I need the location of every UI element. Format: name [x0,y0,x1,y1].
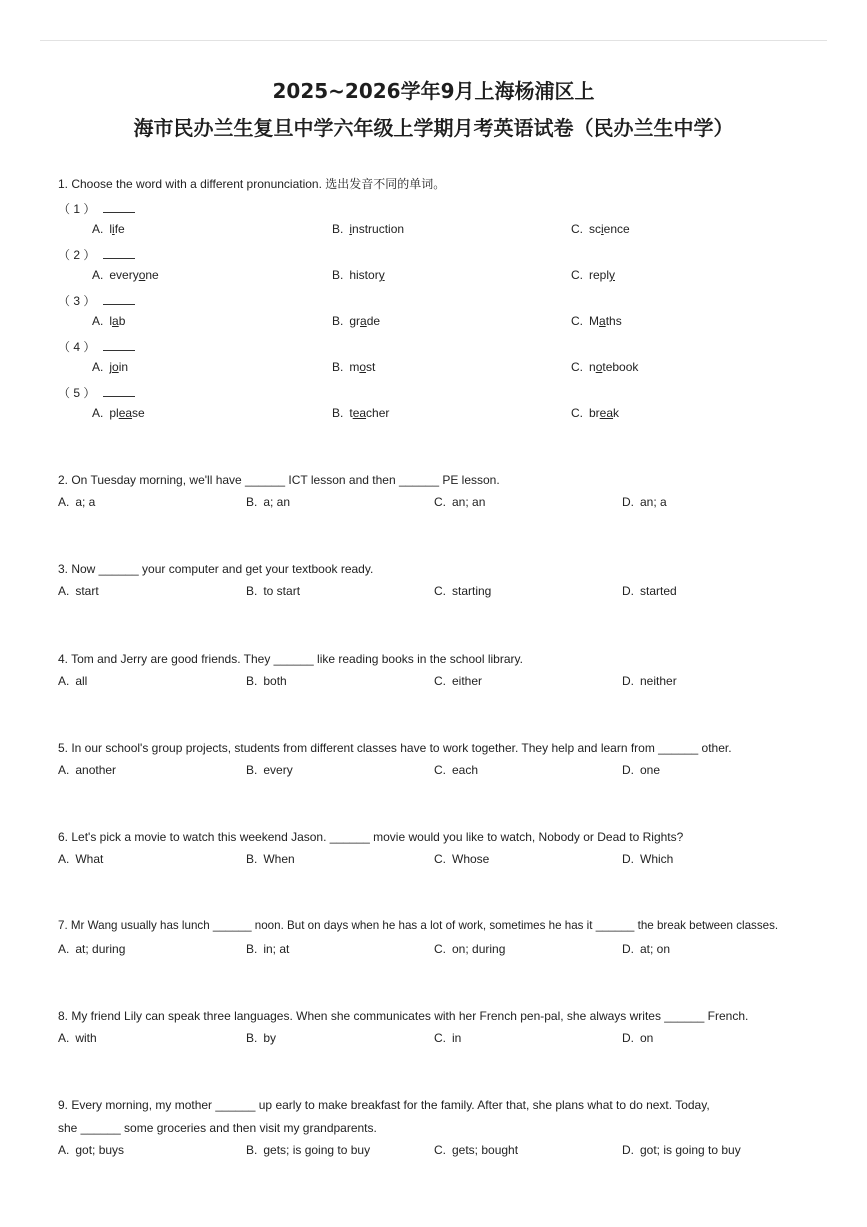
q1-item-1-number [58,200,135,217]
question-8-prompt: 8. My friend Lily can speak three languages. When she communicates with her French pen-pal, she always writes ______ French. [58,1009,749,1023]
page-title-line-1: 2025~2026学年9月上海杨浦区上 [272,79,595,103]
q2-option-c[interactable]: C. an; an [434,495,486,509]
page-top-rule [40,40,827,41]
q1-item-5-number [58,384,135,401]
q5-option-d[interactable]: D. one [622,763,661,777]
q2-option-b[interactable]: B. a; an [246,495,291,509]
question-4-prompt: 4. Tom and Jerry are good friends. They ______ like reading books in the school library. [58,652,523,666]
q8-option-b[interactable]: B. by [246,1031,277,1045]
q1-item-2-option-b[interactable]: B. history [332,268,385,282]
q3-option-c[interactable]: C. starting [434,584,492,598]
q2-option-d[interactable]: D. an; a [622,495,667,509]
q8-option-a[interactable]: A. with [58,1031,97,1045]
q6-option-d[interactable]: D. Which [622,852,674,866]
q1-item-1-option-a[interactable]: A. life [92,222,125,236]
question-9-prompt-line-2: she ______ some groceries and then visit my grandparents. [58,1121,377,1135]
item-number: （ 4 ） [58,340,96,354]
q4-option-b[interactable]: B. both [246,674,287,688]
q9-option-d[interactable]: D. got; is going to buy [622,1143,741,1157]
answer-blank[interactable] [103,340,135,351]
q1-item-3-option-a[interactable]: A. lab [92,314,126,328]
q2-option-a[interactable]: A. a; a [58,495,96,509]
q6-option-c[interactable]: C. Whose [434,852,490,866]
q3-option-b[interactable]: B. to start [246,584,301,598]
q7-option-a[interactable]: A. at; during [58,942,126,956]
q1-item-2-number [58,246,135,263]
question-1-prompt: 1. Choose the word with a different pronunciation. 选出发音不同的单词。 [58,177,446,191]
q7-option-b[interactable]: B. in; at [246,942,290,956]
q1-item-3-option-c[interactable]: C. Maths [571,314,622,328]
question-9-prompt-line-1: 9. Every morning, my mother ______ up early to make breakfast for the family. After that, she plans what to do next. Today, [58,1098,710,1112]
q8-option-d[interactable]: D. on [622,1031,654,1045]
q1-item-3-option-b[interactable]: B. grade [332,314,381,328]
q9-option-b[interactable]: B. gets; is going to buy [246,1143,371,1157]
page-title-line-2: 海市民办兰生复旦中学六年级上学期月考英语试卷（民办兰生中学） [133,116,734,140]
item-number: （ 2 ） [58,248,96,262]
q5-option-c[interactable]: C. each [434,763,479,777]
q1-item-4-option-b[interactable]: B. most [332,360,376,374]
question-7-prompt: 7. Mr Wang usually has lunch ______ noon. But on days when he has a lot of work, sometimes he has it ______ the break between classes. [58,919,779,932]
q1-item-2-option-a[interactable]: A. everyone [92,268,159,282]
q1-item-5-option-b[interactable]: B. teacher [332,406,390,420]
q5-option-b[interactable]: B. every [246,763,293,777]
item-number: （ 5 ） [58,386,96,400]
answer-blank[interactable] [103,294,135,305]
q4-option-a[interactable]: A. all [58,674,88,688]
q6-option-b[interactable]: B. When [246,852,295,866]
q1-item-4-number [58,338,135,355]
q1-item-4-option-c[interactable]: C. notebook [571,360,639,374]
question-3-prompt: 3. Now ______ your computer and get your textbook ready. [58,562,374,576]
item-number: （ 1 ） [58,202,96,216]
q8-option-c[interactable]: C. in [434,1031,462,1045]
q1-item-5-option-a[interactable]: A. please [92,406,145,420]
q3-option-a[interactable]: A. start [58,584,99,598]
answer-blank[interactable] [103,202,135,213]
q4-option-c[interactable]: C. either [434,674,483,688]
item-number: （ 3 ） [58,294,96,308]
q7-option-c[interactable]: C. on; during [434,942,506,956]
q7-option-d[interactable]: D. at; on [622,942,671,956]
question-5-prompt: 5. In our school's group projects, students from different classes have to work together. They help and learn from ______ other. [58,741,732,755]
question-2-prompt: 2. On Tuesday morning, we'll have ______ ICT lesson and then ______ PE lesson. [58,473,500,487]
q9-option-a[interactable]: A. got; buys [58,1143,125,1157]
answer-blank[interactable] [103,386,135,397]
q4-option-d[interactable]: D. neither [622,674,677,688]
answer-blank[interactable] [103,248,135,259]
q5-option-a[interactable]: A. another [58,763,117,777]
q3-option-d[interactable]: D. started [622,584,677,598]
q1-item-1-option-b[interactable]: B. instruction [332,222,405,236]
q9-option-c[interactable]: C. gets; bought [434,1143,519,1157]
q1-item-5-option-c[interactable]: C. break [571,406,620,420]
q1-item-4-option-a[interactable]: A. join [92,360,129,374]
question-6-prompt: 6. Let's pick a movie to watch this weekend Jason. ______ movie would you like to watch, Nobody or Dead to Rights? [58,830,684,844]
q1-item-1-option-c[interactable]: C. science [571,222,630,236]
q1-item-2-option-c[interactable]: C. reply [571,268,616,282]
q1-item-3-number [58,292,135,309]
q6-option-a[interactable]: A. What [58,852,104,866]
